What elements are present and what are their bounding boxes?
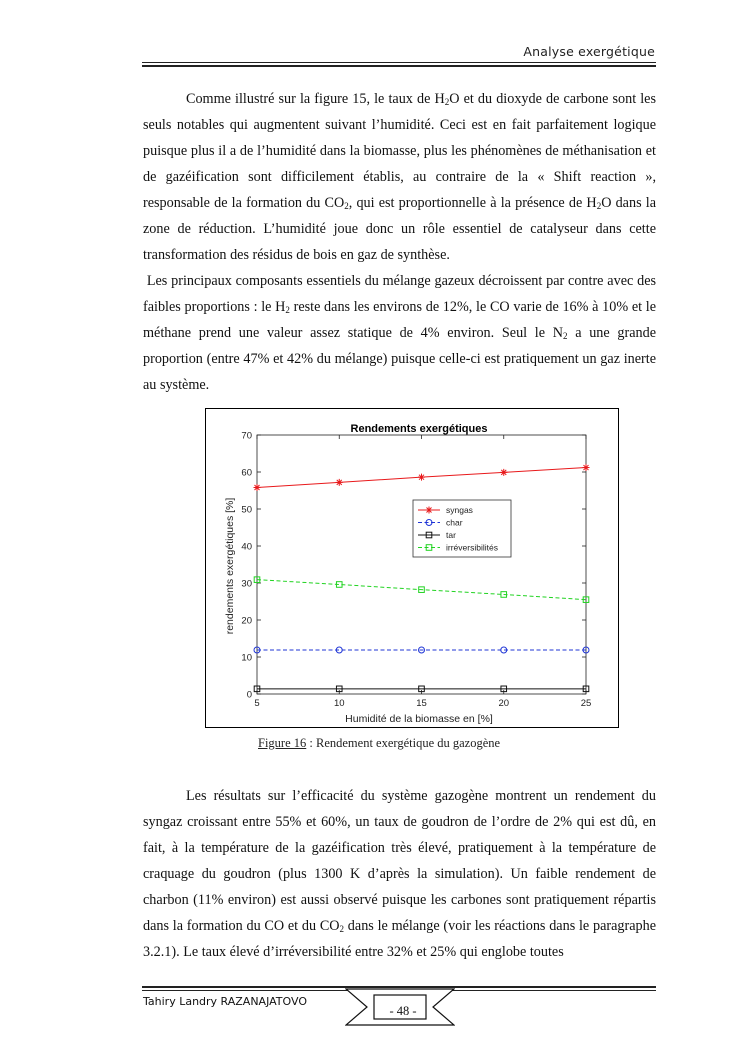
- header-rule: [142, 62, 656, 63]
- paragraph-1: Comme illustré sur la figure 15, le taux de $H_2O$ et du dioxyde de carbone sont les seuls notables qui augmentent suivant l’humidité. Ceci est en fait parfaitement logique puisque plus il a de l’humidité dans la biomasse, plus les phénomènes de méthanisation et de gazéification sont difficilement établis, au contraire de la « Shift reaction », responsable de la formation du $CO_2$, qui est proportionnelle à la présence de $H_2O$ dans la zone de réduction. L’humidité joue donc un rôle essentiel de catalyseur dans cette transformation des résidus de bois en gaz de synthèse.: [143, 91, 656, 263]
- data-point-syngas: [583, 464, 590, 471]
- data-point-syngas: [336, 479, 343, 486]
- y-tick-label: 0: [246, 689, 252, 701]
- paragraph-2: Les principaux composants essentiels du mélange gazeux décroissent par contre avec des faibles proportions : le $H_2$ reste dans les environs de 12%, le CO varie de 16% à 10% et le méthane prend une valeur assez statique de 4% environ. Seul le $N_2$ a une grande proportion (entre 47% et 42% du mélange) puisque celle-ci est pratiquement un gaz inerte au système.: [143, 273, 657, 393]
- chart-ylabel: rendements exergétiques [%]: [224, 497, 236, 635]
- legend-marker-syngas: [426, 507, 433, 514]
- x-tick-label: 5: [254, 698, 260, 709]
- header-title: Analyse exergétique: [523, 44, 655, 59]
- x-tick-label: 20: [498, 698, 510, 709]
- legend-label-tar: tar: [446, 530, 456, 540]
- x-tick-label: 15: [416, 698, 427, 709]
- figure-frame: [205, 408, 619, 728]
- paragraph-3: Les résultats sur l’efficacité du système gazogène montrent un rendement du syngaz croissant entre 55% et 60%, un taux de goudron de l’ordre de 2% qui est dû, en fait, à la température de la gazéification très élevé, pratiquement à la température de craquage du goudron (plus 1300 K d’après la simulation). Un faible rendement de charbon (11% environ) est aussi observé puisque les carbones sont pratiquement répartis dans la formation du CO et du $CO_2$ dans le mélange (voir les réactions dans le paragraphe 3.2.1). Le taux élevé d’irréversibilité entre 32% et 25% qui englobe toutes: [143, 788, 656, 960]
- y-tick-label: 30: [241, 578, 252, 590]
- caption-text: : Rendement exergétique du gazogène: [306, 736, 501, 750]
- data-point-syngas: [418, 474, 425, 481]
- figure-caption: [258, 736, 500, 751]
- chart-xlabel: Humidité de la biomasse en [%]: [345, 713, 493, 725]
- legend-label-char: char: [446, 517, 463, 528]
- legend-label-syngas: syngas: [446, 505, 473, 515]
- footer-author: Tahiry Landry RAZANAJATOVO: [143, 995, 307, 1008]
- page-number: - 48 -: [389, 1004, 417, 1018]
- y-tick-label: 40: [241, 541, 252, 553]
- y-tick-label: 10: [241, 652, 252, 664]
- legend-label-irreversibilites: irréversibilités: [446, 542, 498, 553]
- y-tick-label: 50: [241, 504, 252, 516]
- x-tick-label: 25: [580, 698, 592, 709]
- data-point-syngas: [254, 484, 261, 491]
- data-point-syngas: [500, 469, 507, 476]
- y-tick-label: 60: [241, 467, 252, 479]
- y-tick-label: 70: [241, 430, 252, 442]
- header-rule-thick: [142, 65, 656, 67]
- caption-label: Figure 16: [258, 736, 307, 750]
- y-tick-label: 20: [241, 615, 252, 627]
- series-line-irreversibilites: [257, 580, 586, 600]
- x-tick-label: 10: [333, 698, 345, 709]
- exergy-chart: [206, 409, 618, 727]
- chart-title: Rendements exergétiques: [350, 423, 488, 435]
